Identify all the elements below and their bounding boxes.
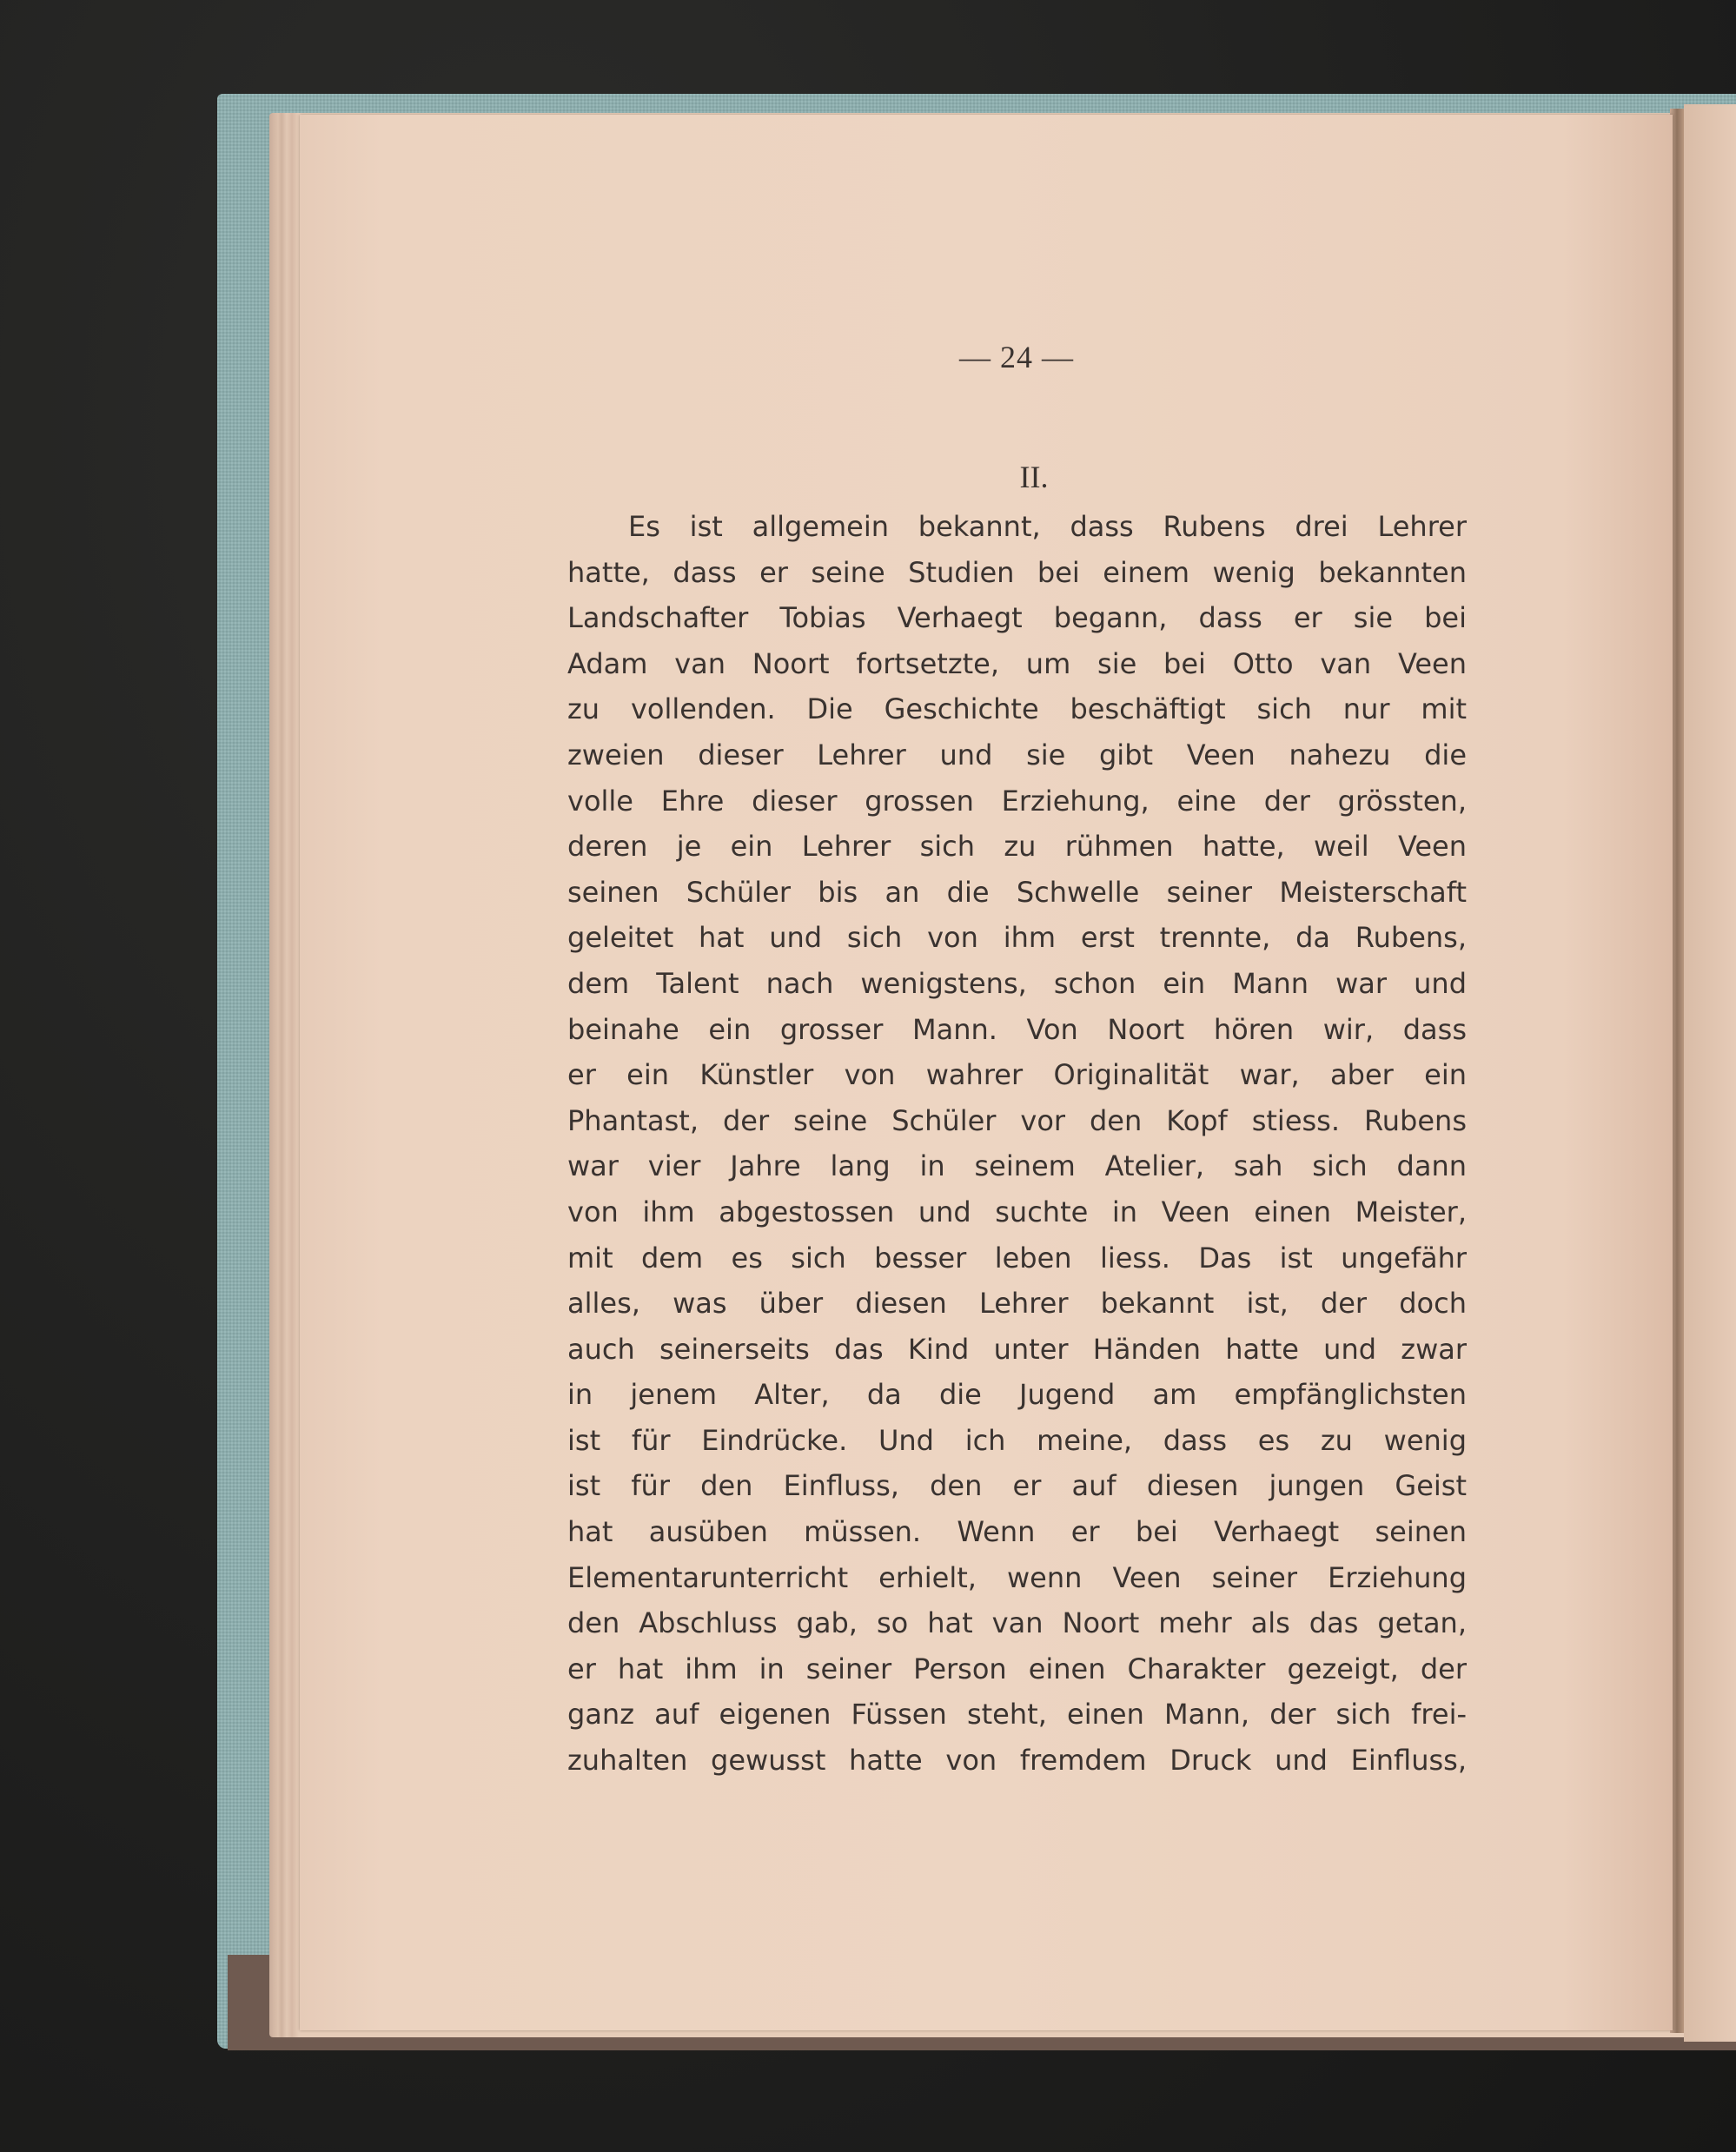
text-line: ist für den Einfluss, den er auf diesen jungen Geist: [567, 1469, 1467, 1503]
text-line: Elementarunterricht erhielt, wenn Veen seiner Erziehung: [567, 1560, 1467, 1594]
text-line: auch seinerseits das Kind unter Händen hatte und zwar: [567, 1332, 1467, 1366]
text-line: Phantast, der seine Schüler vor den Kopf stiess. Rubens: [567, 1103, 1467, 1137]
text-line: Es ist allgemein bekannt, dass Rubens drei Lehrer: [628, 510, 1467, 543]
page-number: — 24 —: [959, 340, 1074, 374]
text-line: hat ausüben müssen. Wenn er bei Verhaegt seinen: [567, 1515, 1467, 1549]
text-line: von ihm abgestossen und suchte in Veen einen Meister,: [567, 1195, 1467, 1228]
text-line: ganz auf eigenen Füssen steht, einen Mann, der sich frei-: [567, 1698, 1467, 1732]
body-text: [567, 504, 1467, 1784]
text-line: hatte, dass er seine Studien bei einem wenig bekannten: [567, 555, 1467, 589]
text-line: er ein Künstler von wahrer Originalität war, aber ein: [567, 1058, 1467, 1092]
text-line: alles, was über diesen Lehrer bekannt ist, der doch: [567, 1287, 1467, 1321]
text-line: den Abschluss gab, so hat van Noort mehr als das getan,: [567, 1606, 1467, 1640]
text-line: zu vollenden. Die Geschichte beschäftigt sich nur mit: [567, 692, 1467, 726]
text-line: zuhalten gewusst hatte von fremdem Druck und Einfluss,: [567, 1744, 1467, 1778]
text-line: deren je ein Lehrer sich zu rühmen hatte, weil Veen: [567, 830, 1467, 864]
facing-page: [1684, 104, 1736, 2042]
text-line: war vier Jahre lang in seinem Atelier, sah sich dann: [567, 1149, 1467, 1183]
text-line: geleitet hat und sich von ihm erst trennte, da Rubens,: [567, 921, 1467, 955]
text-line: in jenem Alter, da die Jugend am empfänglichsten: [567, 1378, 1467, 1412]
text-line: ist für Eindrücke. Und ich meine, dass es zu wenig: [567, 1423, 1467, 1457]
text-line: zweien dieser Lehrer und sie gibt Veen nahezu die: [567, 738, 1467, 771]
text-line: dem Talent nach wenigstens, schon ein Mann war und: [567, 966, 1467, 1000]
text-line: mit dem es sich besser leben liess. Das ist ungefähr: [567, 1241, 1467, 1275]
text-line: volle Ehre dieser grossen Erziehung, eine der grössten,: [567, 784, 1467, 818]
text-line: beinahe ein grosser Mann. Von Noort hören wir, dass: [567, 1012, 1467, 1046]
text-line: er hat ihm in seiner Person einen Charakter gezeigt, der: [567, 1652, 1467, 1685]
text-line: seinen Schüler bis an die Schwelle seiner Meisterschaft: [567, 875, 1467, 909]
text-line: Landschafter Tobias Verhaegt begann, dass er sie bei: [567, 601, 1467, 635]
text-line: Adam van Noort fortsetzte, um sie bei Otto van Veen: [567, 646, 1467, 680]
section-title: II.: [1019, 460, 1049, 494]
